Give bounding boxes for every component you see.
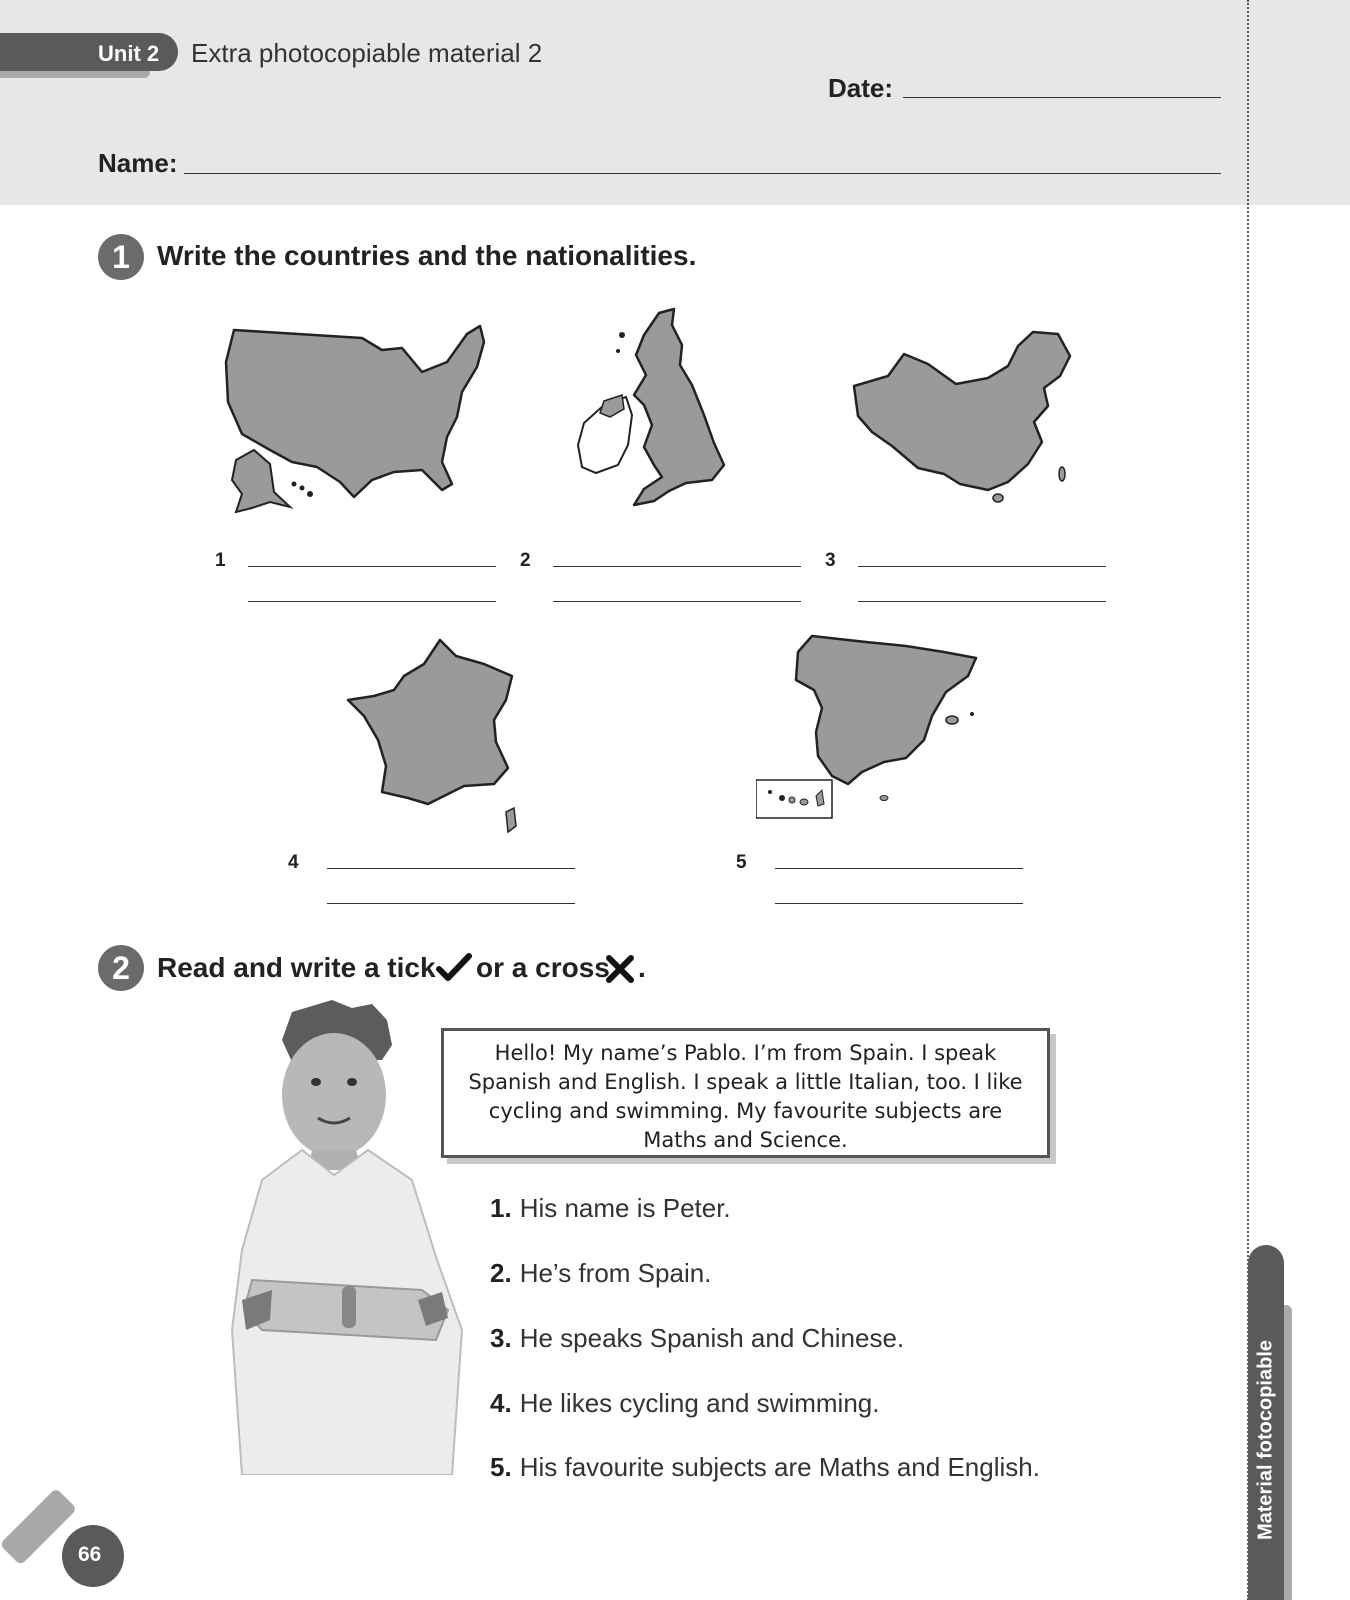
name-field[interactable]	[184, 173, 1221, 174]
date-field[interactable]	[903, 97, 1221, 98]
china-map	[848, 326, 1098, 516]
answer-line-5a[interactable]	[775, 868, 1023, 869]
page-title: Extra photocopiable material 2	[191, 38, 543, 68]
spain-map	[756, 632, 1006, 822]
statement-number: 1.	[490, 1193, 512, 1223]
uk-map	[574, 305, 744, 515]
statement-text: He speaks Spanish and Chinese.	[519, 1323, 905, 1353]
item-number-3: 3	[825, 550, 836, 571]
answer-line-1b[interactable]	[248, 601, 496, 602]
statement-number: 3.	[490, 1323, 512, 1353]
item-number-2: 2	[520, 550, 531, 571]
item-number-1: 1	[215, 550, 226, 571]
name-label: Name:	[98, 148, 178, 178]
answer-line-3a[interactable]	[858, 566, 1106, 567]
speech-bubble	[441, 1028, 1050, 1158]
statement-4	[490, 1388, 879, 1419]
statement-5	[490, 1452, 1040, 1483]
usa-map	[222, 322, 492, 522]
exercise-2-title-cross: or a cross	[476, 952, 610, 983]
date-label: Date:	[828, 73, 894, 103]
statement-3	[490, 1323, 904, 1354]
answer-line-2b[interactable]	[553, 601, 801, 602]
statement-1	[490, 1193, 731, 1224]
statement-number: 5.	[490, 1452, 512, 1482]
answer-line-3b[interactable]	[858, 601, 1106, 602]
statement-text: His name is Peter.	[519, 1193, 731, 1223]
exercise-2-badge: 2	[98, 945, 144, 991]
exercise-1-title: Write the countries and the nationalities.	[157, 240, 697, 271]
statement-text: He likes cycling and swimming.	[519, 1388, 880, 1418]
statement-text: His favourite subjects are Maths and English.	[519, 1452, 1040, 1482]
header-band-margin	[1248, 0, 1350, 205]
exercise-2-title-end: .	[638, 952, 646, 983]
page-number: 66	[78, 1543, 102, 1566]
side-tab-label: Material fotocopiable	[1254, 1339, 1277, 1541]
item-number-5: 5	[736, 852, 747, 873]
statement-text: He’s from Spain.	[519, 1258, 712, 1288]
boy-photo	[222, 1000, 467, 1475]
statement-number: 2.	[490, 1258, 512, 1288]
cross-icon	[605, 954, 635, 984]
exercise-2-title: Read and write a tick	[157, 952, 436, 983]
answer-line-5b[interactable]	[775, 903, 1023, 904]
item-number-4: 4	[288, 852, 299, 873]
answer-line-4a[interactable]	[327, 868, 575, 869]
france-map	[344, 636, 524, 836]
unit-label: Unit 2	[98, 41, 160, 66]
speech-text: Hello! My name’s Pablo. I’m from Spain. I speak Spanish and English. I speak a little Italian, too. I like cycling and swimming. My favourite subjects are Maths and Science.	[468, 1041, 1023, 1152]
header-band	[0, 0, 1248, 205]
tick-icon	[436, 952, 472, 984]
answer-line-1a[interactable]	[248, 566, 496, 567]
statement-2	[490, 1258, 711, 1289]
statement-number: 4.	[490, 1388, 512, 1418]
exercise-1-badge: 1	[98, 234, 144, 280]
answer-line-2a[interactable]	[553, 566, 801, 567]
answer-line-4b[interactable]	[327, 903, 575, 904]
